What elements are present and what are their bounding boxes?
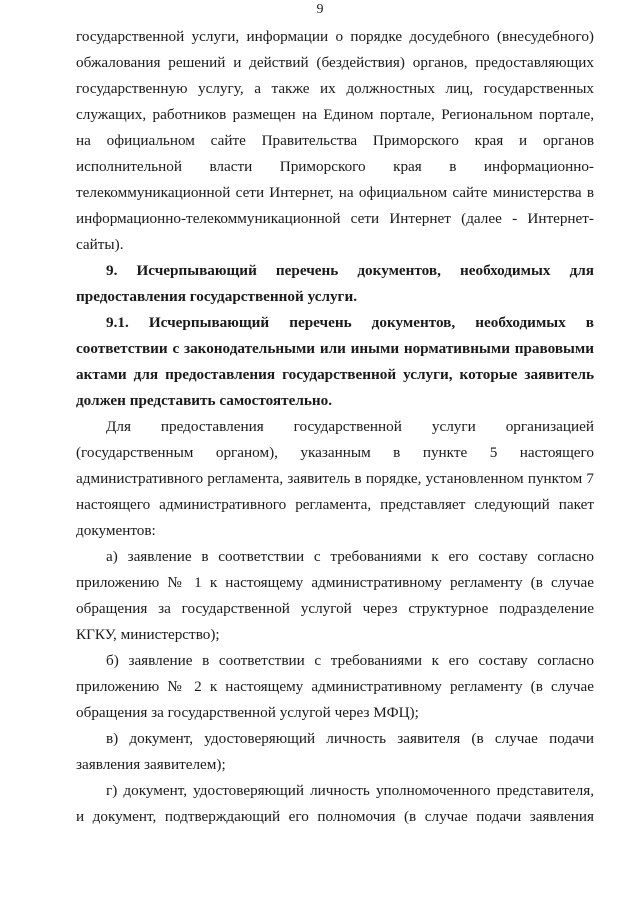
list-item-v: в) документ, удостоверяющий личность заявителя (в случае подачи заявления заявителем);	[76, 730, 594, 773]
list-item-a: а) заявление в соответствии с требованиями к его составу согласно приложению № 1 к настоящему административному регламенту (в случае обращения за государственной услугой через структурное подразделение КГКУ, министерство);	[76, 548, 594, 643]
list-item-b: б) заявление в соответствии с требованиями к его составу согласно приложению № 2 к настоящему административному регламенту (в случае обращения за государственной услугой через МФЦ);	[76, 652, 594, 721]
page-number: 9	[316, 2, 324, 17]
section-heading-9: 9. Исчерпывающий перечень документов, необходимых для предоставления государственной услуги.	[76, 262, 594, 305]
document-body	[76, 24, 594, 830]
list-item-g: г) документ, удостоверяющий личность уполномоченного представителя, и документ, подтверждающий его полномочия (в случае подачи заявления	[76, 782, 594, 825]
paragraph-intro-continuation: государственной услуги, информации о порядке досудебного (внесудебного) обжалования решений и действий (бездействия) органов, предоставляющих государственную услугу, а также их должностных лиц, государственных служащих, работников размещен на Едином портале, Региональном портале, на официальном сайте Правительства Приморского края и органов исполнительной власти Приморского края в информационно-телекоммуникационной сети Интернет, на официальном сайте министерства в информационно-телекоммуникационной сети Интернет (далее - Интернет-сайты).	[76, 28, 594, 253]
section-heading-9-1: 9.1. Исчерпывающий перечень документов, необходимых в соответствии с законодательными или иными нормативными правовыми актами для предоставления государственной услуги, которые заявитель должен представить самостоятельно.	[76, 314, 594, 409]
paragraph-document-package: Для предоставления государственной услуги организацией (государственным органом), указанным в пункте 5 настоящего административного регламента, заявитель в порядке, установленном пунктом 7 настоящего административного регламента, представляет следующий пакет документов:	[76, 418, 594, 539]
